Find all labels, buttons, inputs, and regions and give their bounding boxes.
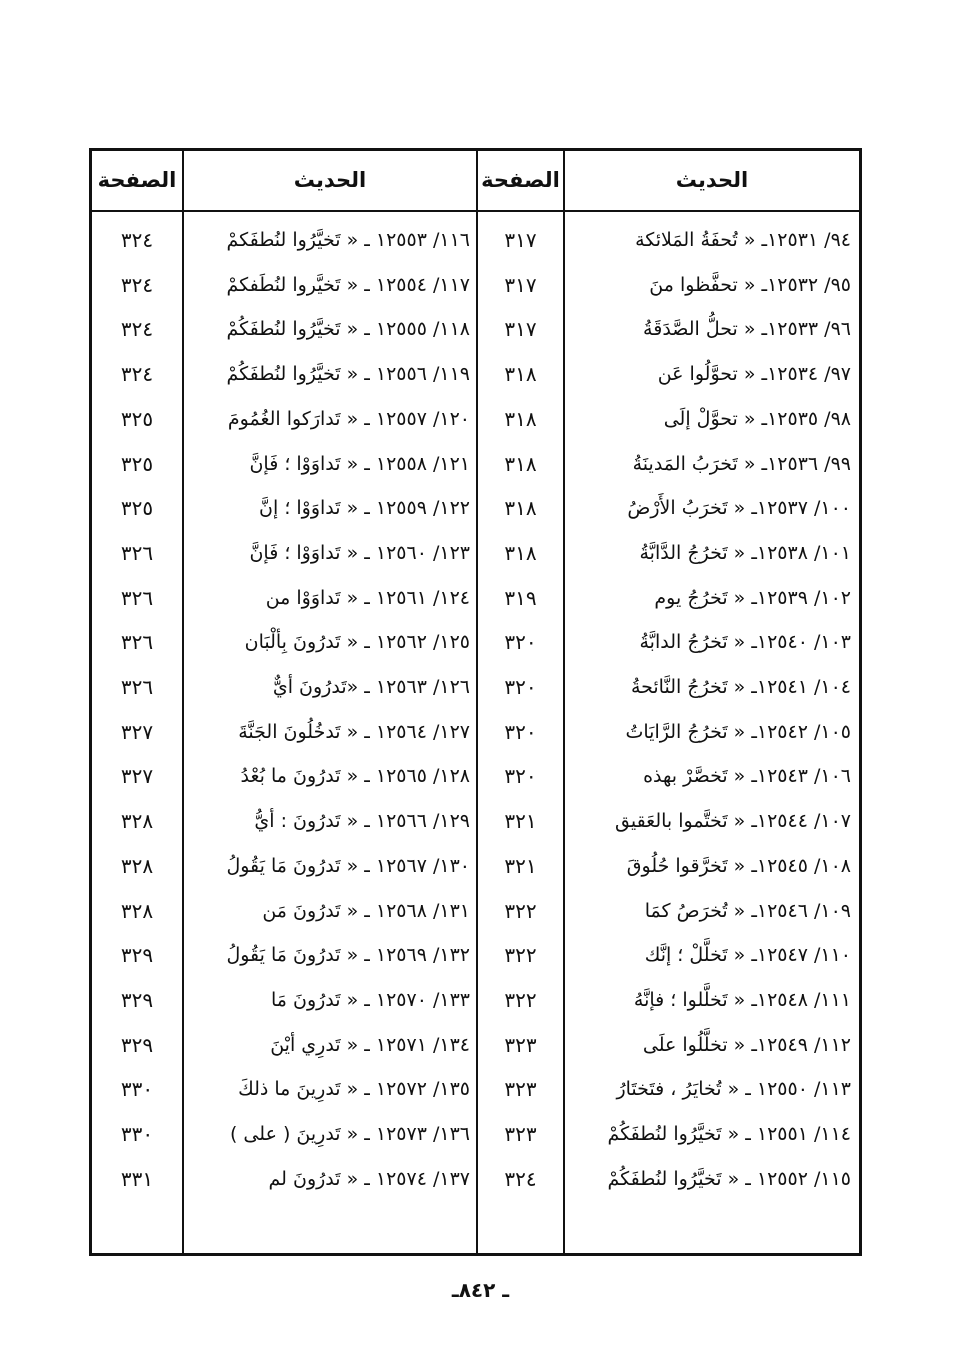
page-ref: ٣٢٩	[120, 988, 154, 1012]
page-ref: ٣١٨	[504, 496, 537, 520]
hadith-entry: ٩٧/ ١٢٥٣٤ـ « تحوَّلُوا عَن	[657, 363, 851, 385]
header-page-left: الصفحة	[97, 168, 177, 192]
page-ref: ٣١٨	[504, 407, 537, 431]
hadith-entry: ١٠١/ ١٢٥٣٨ـ « تَخرُجُ الدَّابَّةُ	[639, 542, 851, 564]
page-ref: ٣٢٤	[120, 362, 154, 386]
hadith-entry: ١١٥/ ١٢٥٥٢ ـ « تَخيَّرُوا لنُطفَكُمْ	[607, 1168, 851, 1190]
hadith-entry: ١٢١/ ١٢٥٥٨ ـ « تَداوَوْا ؛ فَإنَّ	[249, 453, 470, 475]
hadith-entry: ١٢٣/ ١٢٥٦٠ ـ « تَداوَوْا ؛ فَإنَّ	[249, 542, 470, 564]
hadith-entry: ١٣٢/ ١٢٥٦٩ ـ « تَدرُونَ مَا يَقُولُ	[226, 944, 470, 966]
hadith-entry: ١١٤/ ١٢٥٥١ ـ « تَخيَّرُوا لنُطفَكُمْ	[607, 1123, 851, 1145]
hadith-entry: ١١١/ ١٢٥٤٨ـ « تَخلَّلوا ؛ فإنَّهُ	[633, 989, 851, 1011]
column-divider	[182, 148, 184, 1256]
page-ref: ٣٢٤	[504, 1167, 537, 1191]
page-ref: ٣٢١	[504, 809, 537, 833]
page-ref: ٣٢٨	[120, 854, 154, 878]
page-ref: ٣٢٩	[120, 943, 154, 967]
hadith-entry: ١٢٧/ ١٢٥٦٤ ـ « تَدخُلُونَ الجَنَّةَ	[238, 721, 470, 743]
hadith-entry: ١٠٧/ ١٢٥٤٤ـ « تَختَّموا بالعَقيق	[614, 810, 851, 832]
hadith-entry: ١٠٥/ ١٢٥٤٢ـ « تَخرُجُ الرَّايَاتُ	[625, 721, 851, 743]
page-ref: ٣٢١	[504, 854, 537, 878]
page-ref: ٣٢٤	[120, 317, 154, 341]
page-ref: ٣١٨	[504, 362, 537, 386]
page-ref: ٣٢٤	[120, 273, 154, 297]
column-divider	[563, 148, 565, 1256]
hadith-entry: ١٢٩/ ١٢٥٦٦ ـ « تَدرُونَ : أيُّ	[254, 810, 470, 832]
page-ref: ٣٢٥	[120, 496, 154, 520]
page-ref: ٣٢٥	[120, 407, 154, 431]
page-ref: ٣٢٨	[120, 899, 154, 923]
page-ref: ٣١٧	[504, 317, 537, 341]
hadith-entry: ١٢٥/ ١٢٥٦٢ ـ « تَدرُونَ بِألْبَان	[244, 631, 470, 653]
page-ref: ٣٣١	[120, 1167, 154, 1191]
hadith-entry: ١٠٣/ ١٢٥٤٠ـ « تَخرُجُ الدابَّةُ	[639, 631, 851, 653]
hadith-entry: ١٣٠/ ١٢٥٦٧ ـ « تَدرُونَ مَا يَقُولُ	[226, 855, 470, 877]
page-ref: ٣٢٦	[120, 630, 154, 654]
hadith-entry: ١٢٤/ ١٢٥٦١ ـ « تَداوَوْا من	[265, 587, 470, 609]
page-ref: ٣٣٠	[120, 1077, 154, 1101]
hadith-entry: ٩٨/ ١٢٥٣٥ـ « تحوَّلْ إلَى	[663, 408, 851, 430]
hadith-entry: ٩٥/ ١٢٥٣٢ـ « تحفَّظوا منَ	[649, 274, 851, 296]
page-ref: ٣٢٧	[120, 764, 154, 788]
hadith-entry: ١٠٠/ ١٢٥٣٧ـ « تَخرَبُ الأَرْضُ	[627, 497, 851, 519]
page-ref: ٣٢٧	[120, 720, 154, 744]
header-hadith-right: الحديث	[675, 168, 749, 192]
page-ref: ٣٢٢	[504, 943, 537, 967]
page-ref: ٣٢٣	[504, 1077, 537, 1101]
page-ref: ٣٢٨	[120, 809, 154, 833]
page-ref: ٣٢٠	[504, 720, 537, 744]
page-ref: ٣٣٠	[120, 1122, 154, 1146]
page-ref: ٣٢٩	[120, 1033, 154, 1057]
page-ref: ٣٢٣	[504, 1122, 537, 1146]
page-ref: ٣٢٣	[504, 1033, 537, 1057]
hadith-entry: ١١٧/ ١٢٥٥٤ ـ « تَخيَّروا لنُطَفكمْ	[226, 274, 470, 296]
hadith-entry: ١٣٤/ ١٢٥٧١ ـ « تَدرِي أيْنَ	[270, 1034, 470, 1056]
hadith-entry: ١١٣/ ١٢٥٥٠ ـ « تُخايَرُ ، فتَختَارُ	[616, 1078, 851, 1100]
page-ref: ٣٢٢	[504, 899, 537, 923]
page-ref: ٣٢٤	[120, 228, 154, 252]
page-ref: ٣٢٦	[120, 586, 154, 610]
hadith-entry: ١٢٠/ ١٢٥٥٧ ـ « تَدارَكوا الغُمُومَ	[227, 408, 470, 430]
hadith-entry: ١٣٧/ ١٢٥٧٤ ـ « تَدرُونَ لم	[268, 1168, 470, 1190]
page-ref: ٣١٨	[504, 452, 537, 476]
hadith-entry: ١٠٢/ ١٢٥٣٩ـ « تَخرُجُ يوم	[654, 587, 851, 609]
hadith-entry: ١٢٨/ ١٢٥٦٥ ـ « تَدرُونَ ما بُعْدُ	[240, 765, 470, 787]
page-ref: ٣١٩	[504, 586, 537, 610]
hadith-entry: ١١٨/ ١٢٥٥٥ ـ « تَخيَّرُوا لنُطفَكُمْ	[226, 318, 470, 340]
hadith-entry: ١٣٥/ ١٢٥٧٢ ـ « تَدرِينَ ما ذلكَ	[238, 1078, 470, 1100]
hadith-entry: ١٠٤/ ١٢٥٤١ـ « تَخرُجُ النَّائحةُ	[630, 676, 851, 698]
header-page-right: الصفحة	[481, 168, 560, 192]
hadith-entry: ٩٩/ ١٢٥٣٦ـ « تَخرَبُ المَدينَةُ	[632, 453, 851, 475]
page-ref: ٣٢٦	[120, 675, 154, 699]
page-ref: ٣٢٢	[504, 988, 537, 1012]
page-ref: ٣١٧	[504, 273, 537, 297]
page-ref: ٣٢٦	[120, 541, 154, 565]
page-number: ـ ٨٤٢ـ	[451, 1278, 510, 1302]
page-ref: ٣٢٠	[504, 675, 537, 699]
hadith-entry: ١٠٦/ ١٢٥٤٣ـ « تَخصَّرْ بهذه	[643, 765, 851, 787]
hadith-entry: ٩٦/ ١٢٥٣٣ـ « تحلُّ الصَّدَقَةُ	[643, 318, 851, 340]
hadith-entry: ١٠٩/ ١٢٥٤٦ـ « تُخرَصُ كمَا	[644, 900, 851, 922]
hadith-entry: ١١٠/ ١٢٥٤٧ـ « تَخلَّلْ ؛ إنَّك	[644, 944, 851, 966]
hadith-entry: ١٣٣/ ١٢٥٧٠ ـ « تَدرُونَ مَا	[271, 989, 470, 1011]
header-hadith-left: الحديث	[293, 168, 367, 192]
hadith-entry: ١٠٨/ ١٢٥٤٥ـ « تَخرَّقوا حُلُوقَ	[626, 855, 851, 877]
hadith-entry: ١١٩/ ١٢٥٥٦ ـ « تَخيَّرُوا لنُطفَكُمْ	[226, 363, 470, 385]
hadith-entry: ١٢٦/ ١٢٥٦٣ ـ «تَدرُونَ أيٌّ	[272, 676, 470, 698]
page-ref: ٣٢٥	[120, 452, 154, 476]
page-ref: ٣١٧	[504, 228, 537, 252]
page-ref: ٣١٨	[504, 541, 537, 565]
hadith-entry: ٩٤/ ١٢٥٣١ـ « تُحفَةُ المَلائكة	[635, 229, 851, 251]
hadith-entry: ١٣١/ ١٢٥٦٨ ـ « تَدرُونَ مَن	[262, 900, 470, 922]
header-divider	[89, 210, 862, 212]
hadith-entry: ١٢٢/ ١٢٥٥٩ ـ « تَداوَوْا ؛ إنَّ	[259, 497, 470, 519]
hadith-entry: ١٣٦/ ١٢٥٧٣ ـ « تَدرِينَ ( على )	[229, 1123, 470, 1145]
hadith-entry: ١١٦/ ١٢٥٥٣ ـ « تَخيَّرُوا لنُطفَكمْ	[226, 229, 470, 251]
page-ref: ٣٢٠	[504, 630, 537, 654]
hadith-entry: ١١٢/ ١٢٥٤٩ـ « تخلَّلُوا علَى	[642, 1034, 851, 1056]
page-ref: ٣٢٠	[504, 764, 537, 788]
